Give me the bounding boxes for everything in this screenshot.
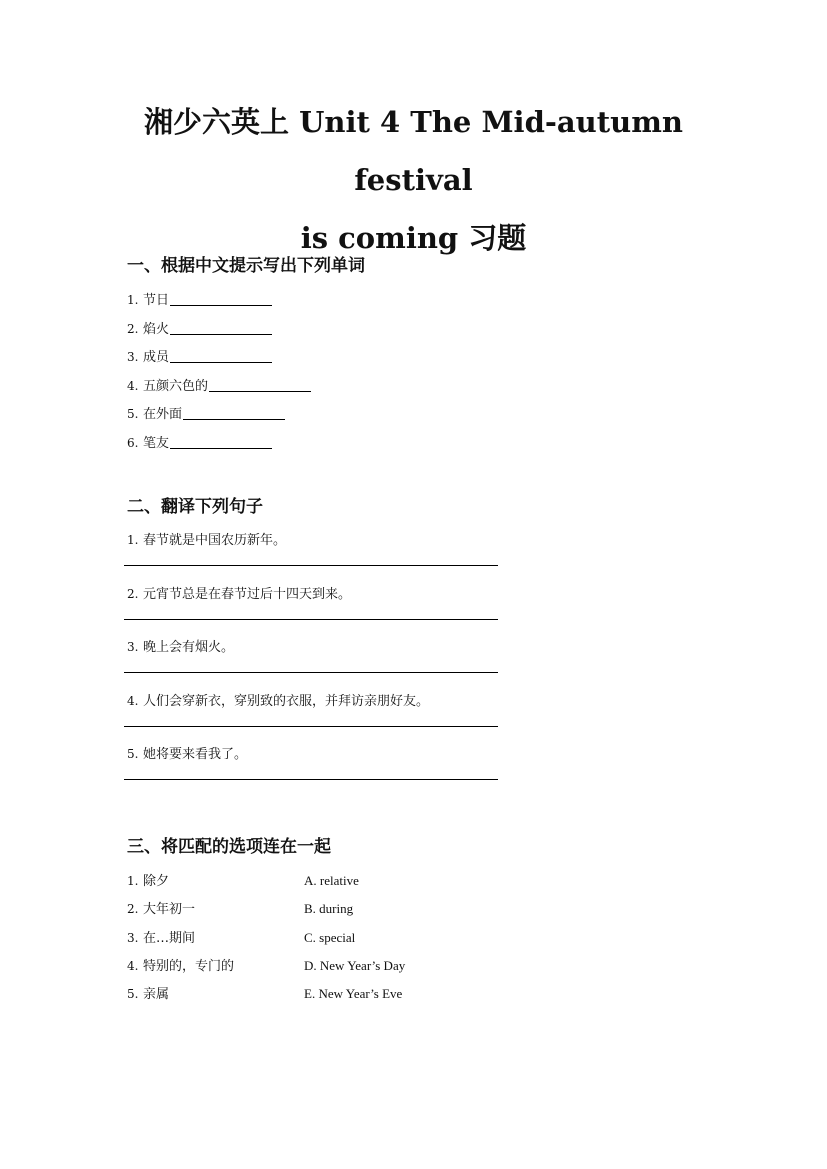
section-heading: 三、将匹配的选项连在一起 xyxy=(127,837,331,857)
list-item xyxy=(127,636,727,690)
match-left-text: 除夕 xyxy=(143,874,170,889)
section-matching xyxy=(127,833,727,1008)
item-number: 1. xyxy=(127,533,139,547)
list-item xyxy=(127,372,727,401)
answer-line[interactable] xyxy=(124,726,498,727)
match-row xyxy=(127,952,727,980)
title-line-2: is coming 习题 xyxy=(300,221,527,255)
item-number: 4. xyxy=(127,378,139,393)
item-number: 5. xyxy=(127,407,139,421)
item-number: 6. xyxy=(127,435,139,450)
item-number: 3. xyxy=(127,640,139,654)
item-text: 五颜六色的 xyxy=(143,378,209,394)
item-text: 焰火 xyxy=(143,321,170,337)
item-number: 1. xyxy=(127,874,139,888)
answer-blank[interactable] xyxy=(170,348,272,363)
answer-blank[interactable] xyxy=(209,377,311,392)
match-row xyxy=(127,980,727,1008)
match-right-option[interactable]: B. during xyxy=(304,901,354,917)
item-number: 4. xyxy=(127,958,139,973)
match-row xyxy=(127,867,727,895)
match-right-option[interactable]: D. New Year’s Day xyxy=(304,957,406,973)
match-left-text: 大年初一 xyxy=(143,902,196,918)
answer-line[interactable] xyxy=(124,565,498,566)
match-row xyxy=(127,895,727,923)
item-number: 2. xyxy=(127,902,139,917)
answer-blank[interactable] xyxy=(170,291,272,306)
item-number: 4. xyxy=(127,693,139,708)
item-text: 晚上会有烟火。 xyxy=(143,640,235,655)
list-item xyxy=(127,315,727,344)
answer-blank[interactable] xyxy=(170,320,272,335)
item-text: 节日 xyxy=(143,293,170,308)
item-text: 她将要来看我了。 xyxy=(143,747,248,762)
match-left-text: 特别的，专门的 xyxy=(143,958,235,974)
item-number: 2. xyxy=(127,586,139,601)
item-text: 成员 xyxy=(143,350,170,365)
match-row xyxy=(127,924,727,952)
list-item xyxy=(127,690,727,744)
item-text: 人们会穿新衣，穿别致的衣服，并拜访亲朋好友。 xyxy=(143,693,430,709)
list-item xyxy=(127,400,727,429)
match-right-option[interactable]: E. New Year’s Eve xyxy=(304,986,403,1002)
match-right-option[interactable]: A. relative xyxy=(304,873,359,888)
item-text: 春节就是中国农历新年。 xyxy=(143,533,287,548)
item-number: 5. xyxy=(127,747,139,761)
answer-line[interactable] xyxy=(124,779,498,780)
item-text: 笔友 xyxy=(143,435,170,451)
item-number: 3. xyxy=(127,350,139,364)
match-left-text: 在…期间 xyxy=(143,930,196,946)
section-word-writing xyxy=(127,252,727,457)
answer-blank[interactable] xyxy=(170,434,272,449)
list-item xyxy=(127,583,727,637)
answer-blank[interactable] xyxy=(183,405,285,420)
list-item xyxy=(127,429,727,458)
item-number: 5. xyxy=(127,987,139,1002)
item-number: 2. xyxy=(127,321,139,336)
list-item xyxy=(127,286,727,315)
item-text: 元宵节总是在春节过后十四天到来。 xyxy=(143,586,352,602)
item-text: 在外面 xyxy=(143,407,183,422)
list-item xyxy=(127,343,727,372)
page-title xyxy=(100,93,727,267)
match-left-text: 亲属 xyxy=(143,987,170,1003)
item-number: 3. xyxy=(127,930,139,945)
list-item xyxy=(127,743,727,797)
list-item xyxy=(127,529,727,583)
answer-line[interactable] xyxy=(124,672,498,673)
section-sentence-translation xyxy=(127,493,727,797)
title-line-1: 湘少六英上 Unit 4 The Mid-autumn festival xyxy=(143,105,684,197)
item-number: 1. xyxy=(127,293,139,307)
answer-line[interactable] xyxy=(124,619,498,620)
section-heading: 二、翻译下列句子 xyxy=(127,497,263,517)
section-heading: 一、根据中文提示写出下列单词 xyxy=(127,256,365,276)
match-right-option[interactable]: C. special xyxy=(304,929,356,945)
